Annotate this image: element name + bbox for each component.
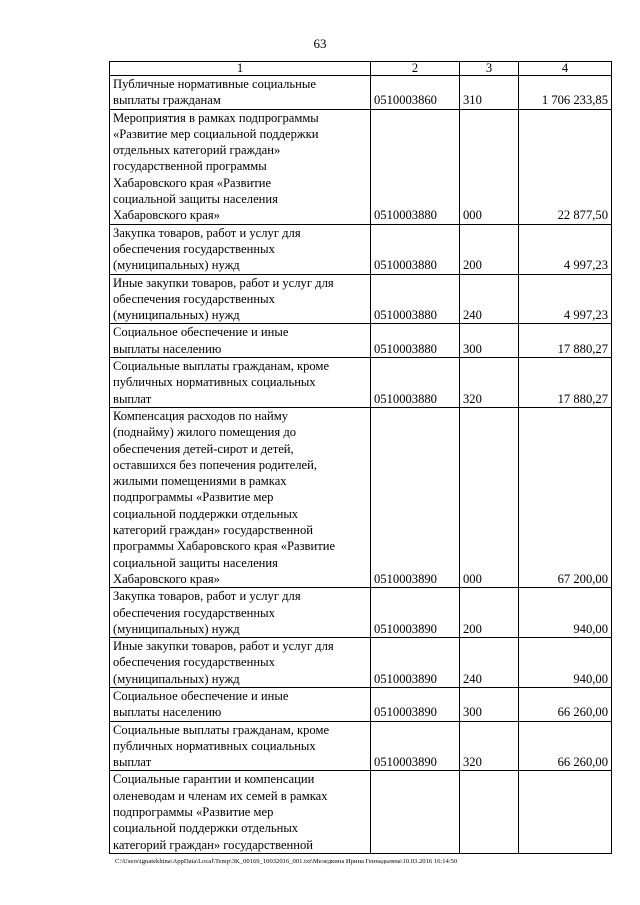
description-line: подпрограммы «Развитие мер [113, 805, 274, 820]
description-line: Мероприятия в рамках подпрограммы [113, 110, 319, 125]
row-type: 000 [460, 109, 519, 224]
description-line: Хабаровского края» [113, 571, 220, 586]
row-amount: 22 877,50 [519, 109, 612, 224]
description-line: выплаты населению [113, 341, 222, 356]
row-description [110, 771, 371, 853]
description-line: выплат [113, 391, 152, 406]
description-line: «Развитие мер социальной поддержки [113, 126, 319, 141]
table-row [110, 588, 612, 638]
table-row [110, 687, 612, 721]
row-description [110, 109, 371, 224]
row-description [110, 274, 371, 324]
description-line: Социальное обеспечение и иные [113, 325, 289, 340]
row-type: 320 [460, 358, 519, 408]
row-amount: 4 997,23 [519, 224, 612, 274]
description-line: оставшихся без попечения родителей, [113, 457, 318, 472]
row-amount: 66 260,00 [519, 721, 612, 771]
description-line: отдельных категорий граждан» [113, 143, 281, 158]
row-code: 0510003880 [371, 358, 460, 408]
description-line: социальной защиты населения [113, 555, 278, 570]
description-line: социальной защиты населения [113, 192, 278, 207]
row-description [110, 588, 371, 638]
description-line: выплаты гражданам [113, 93, 221, 108]
row-type: 240 [460, 638, 519, 688]
row-code [371, 771, 460, 853]
description-line: обеспечения государственных [113, 655, 275, 670]
description-line: выплат [113, 755, 152, 770]
description-line: Социальные выплаты гражданам, кроме [113, 722, 330, 737]
description-line: (поднайму) жилого помещения до [113, 425, 297, 440]
description-line: Компенсация расходов по найму [113, 408, 289, 423]
description-line: Хабаровского края» [113, 208, 220, 223]
description-line: (муниципальных) нужд [113, 308, 240, 323]
row-amount: 17 880,27 [519, 358, 612, 408]
description-line: публичных нормативных социальных [113, 375, 316, 390]
row-type: 000 [460, 407, 519, 587]
budget-table [109, 61, 612, 854]
table-header-row [110, 62, 612, 76]
description-line: категорий граждан» государственной [113, 837, 314, 852]
row-amount: 940,00 [519, 588, 612, 638]
column-header: 2 [371, 62, 460, 76]
description-line: жилыми помещениями в рамках [113, 474, 287, 489]
description-line: обеспечения детей-сирот и детей, [113, 441, 294, 456]
description-line: обеспечения государственных [113, 605, 275, 620]
table-row [110, 274, 612, 324]
description-line: обеспечения государственных [113, 241, 275, 256]
row-amount: 4 997,23 [519, 274, 612, 324]
row-description [110, 407, 371, 587]
description-line: Иные закупки товаров, работ и услуг для [113, 275, 334, 290]
footer-file-path: C:\Users\ignatekhina\AppData\Local\Temp\3K_00169_10032016_001.txt\Меледкина Ирина Геннадьевна\10.03.2016 16:14:50 [115, 858, 458, 865]
table-row [110, 358, 612, 408]
page-number: 63 [313, 36, 327, 51]
description-line: Публичные нормативные социальные [113, 77, 316, 91]
row-code: 0510003890 [371, 721, 460, 771]
row-amount: 66 260,00 [519, 687, 612, 721]
row-code: 0510003890 [371, 588, 460, 638]
row-type [460, 771, 519, 853]
description-line: Социальное обеспечение и иные [113, 688, 289, 703]
description-line: публичных нормативных социальных [113, 738, 316, 753]
row-description [110, 687, 371, 721]
row-type: 300 [460, 324, 519, 358]
row-type: 200 [460, 224, 519, 274]
row-type: 300 [460, 687, 519, 721]
description-line: социальной поддержки отдельных [113, 821, 299, 836]
table-row [110, 721, 612, 771]
row-description [110, 638, 371, 688]
description-line: государственной программы [113, 159, 267, 174]
description-line: социальной поддержки отдельных [113, 506, 299, 521]
table-row [110, 109, 612, 224]
description-line: Хабаровского края «Развитие [113, 175, 272, 190]
description-line: Иные закупки товаров, работ и услуг для [113, 639, 334, 654]
row-amount: 940,00 [519, 638, 612, 688]
description-line: Закупка товаров, работ и услуг для [113, 225, 301, 240]
row-description [110, 324, 371, 358]
table-row [110, 638, 612, 688]
description-line: подпрограммы «Развитие мер [113, 490, 274, 505]
description-line: Закупка товаров, работ и услуг для [113, 589, 301, 604]
row-amount: 1 706 233,85 [519, 76, 612, 110]
description-line: Социальные гарантии и компенсации [113, 772, 315, 787]
table-row [110, 76, 612, 110]
row-code: 0510003880 [371, 109, 460, 224]
row-type: 200 [460, 588, 519, 638]
table-row [110, 771, 612, 853]
table-row [110, 224, 612, 274]
row-type: 310 [460, 76, 519, 110]
column-header: 4 [519, 62, 612, 76]
row-amount [519, 771, 612, 853]
row-amount: 67 200,00 [519, 407, 612, 587]
row-description [110, 358, 371, 408]
row-type: 320 [460, 721, 519, 771]
row-code: 0510003880 [371, 274, 460, 324]
row-amount: 17 880,27 [519, 324, 612, 358]
description-line: обеспечения государственных [113, 291, 275, 306]
description-line: программы Хабаровского края «Развитие [113, 539, 336, 554]
description-line: Социальные выплаты гражданам, кроме [113, 359, 330, 374]
row-code: 0510003890 [371, 638, 460, 688]
table-row [110, 407, 612, 587]
description-line: оленеводам и членам их семей в рамках [113, 788, 328, 803]
row-description [110, 224, 371, 274]
column-header: 3 [460, 62, 519, 76]
row-type: 240 [460, 274, 519, 324]
column-header: 1 [110, 62, 371, 76]
description-line: (муниципальных) нужд [113, 621, 240, 636]
row-code: 0510003880 [371, 224, 460, 274]
row-code: 0510003860 [371, 76, 460, 110]
description-line: выплаты населению [113, 705, 222, 720]
row-description [110, 76, 371, 110]
row-code: 0510003890 [371, 407, 460, 587]
row-code: 0510003890 [371, 687, 460, 721]
description-line: (муниципальных) нужд [113, 671, 240, 686]
table-row [110, 324, 612, 358]
row-description [110, 721, 371, 771]
row-code: 0510003880 [371, 324, 460, 358]
description-line: (муниципальных) нужд [113, 258, 240, 273]
description-line: категорий граждан» государственной [113, 523, 314, 538]
